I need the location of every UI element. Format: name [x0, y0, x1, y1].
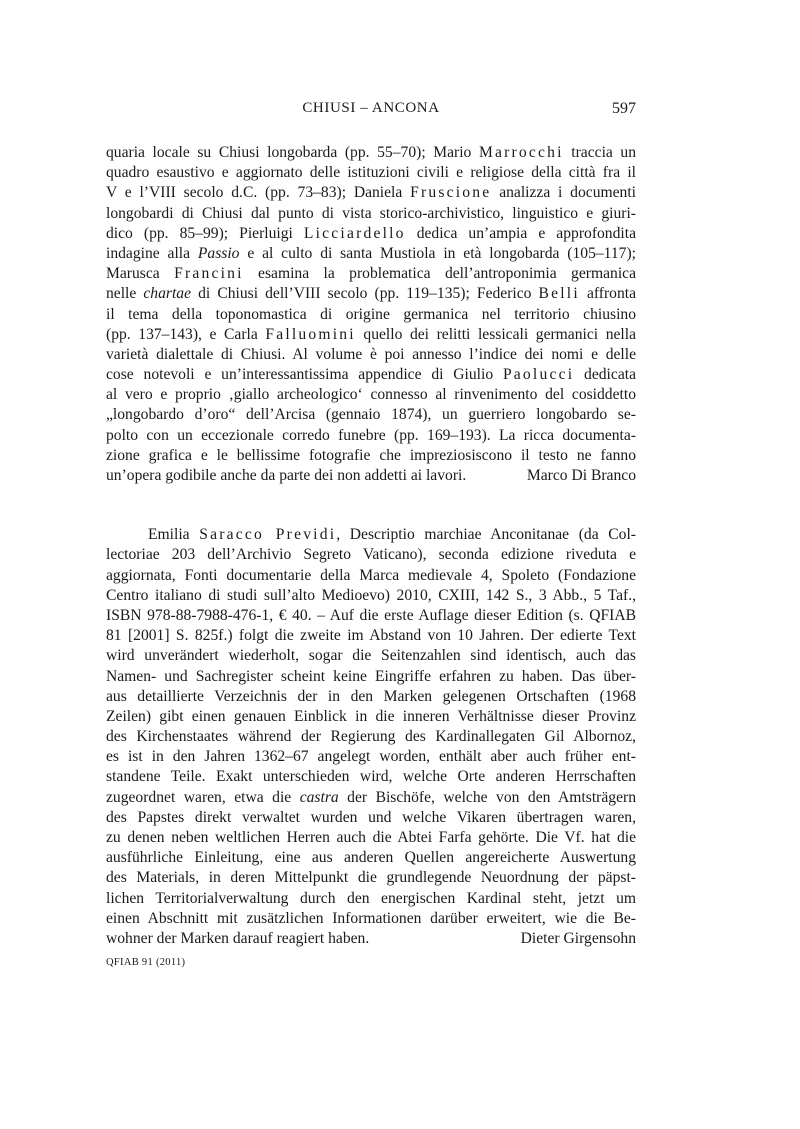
text-line: Centro italiano di studi sull’alto Medioevo) 2010, CXIII, 142 S., 3 Abb., 5 Taf.,	[106, 586, 636, 604]
page-number: 597	[612, 100, 636, 117]
text-run: un’opera godibile anche da parte dei non addetti ai lavori.	[106, 467, 467, 484]
text-line: einen Abschnitt mit zusätzlichen Informationen darüber erweitert, wie die Be-	[106, 909, 636, 927]
text-line	[106, 466, 636, 486]
text-run: der Bischöfe, welche von den Amtsträgern	[338, 788, 636, 806]
text-line: des Kirchenstaates während der Regierung des Kardinallegaten Gil Albornoz,	[106, 728, 636, 746]
text-line: es ist in den Jahren 1362–67 angelegt worden, enthält aber auch früher ent-	[106, 748, 636, 766]
text-run: esamina la problematica dell’antroponimia germanica	[243, 265, 636, 283]
author-name: Paolucci	[502, 366, 575, 384]
text-run: quaria locale su Chiusi longobarda (pp. 55–70); Mario	[106, 144, 479, 161]
text-line: polto con un eccezionale corredo funebre (pp. 169–193). La ricca documenta-	[106, 426, 636, 444]
text-line	[106, 264, 636, 284]
text-run: affronta	[579, 285, 637, 303]
text-run: wohner der Marken darauf reagiert haben.	[106, 929, 370, 947]
reviewer-signature: Dieter Girgensohn	[520, 929, 636, 947]
italic-term: chartae	[143, 285, 192, 303]
text-line: „longobardo d’oro“ dell’Arcisa (gennaio 1874), un guerriero longobardo se-	[106, 406, 636, 424]
text-run: Emilia	[148, 526, 200, 544]
text-line	[106, 224, 636, 244]
text-line: Zeilen) gibt einen genauen Einblick in die inneren Verhältnisse dieser Provinz	[106, 707, 636, 725]
text-line	[106, 365, 636, 385]
running-head	[106, 100, 636, 124]
text-line	[106, 788, 636, 808]
text-line: lectoriae 203 dell’Archivio Segreto Vaticano), seconda edizione riveduta e	[106, 546, 636, 564]
author-name: Marrocchi	[478, 144, 564, 161]
review-descriptio-marchiae	[106, 525, 636, 949]
text-run: zugeordnet waren, etwa die	[106, 788, 300, 806]
text-line: des Materials, in deren Mittelpunkt die grundlegende Neuordnung der päpst-	[106, 869, 636, 887]
author-name: Falluomini	[265, 325, 356, 343]
text-run: traccia un	[563, 144, 636, 161]
text-line: zione grafica e le bellissime fotografie che impreziosiscono il testo ne fanno	[106, 446, 636, 464]
author-name: Francini	[174, 265, 244, 283]
journal-footer: QFIAB 91 (2011)	[106, 957, 186, 968]
text-run: di Chiusi dell’VIII secolo (pp. 119–135); Federico	[191, 285, 539, 303]
text-run: dico (pp. 85–99); Pierluigi	[106, 224, 304, 242]
text-run: indagine alla	[106, 244, 198, 262]
text-line	[106, 143, 636, 163]
text-line: al vero e proprio ‚giallo archeologico‘ connesso al rinvenimento del cosiddetto	[106, 386, 636, 404]
review-chiusi-continuation	[106, 143, 636, 486]
text-line	[106, 325, 636, 345]
text-line: ausführliche Einleitung, eine aus anderen Quellen angereicherte Auswertung	[106, 849, 636, 867]
text-line: lichen Territorialverwaltung durch den energischen Kardinal steht, jetzt um	[106, 889, 636, 907]
text-line: zu denen neben weltlichen Herren auch die Abtei Farfa gehörte. Die Vf. hat die	[106, 829, 636, 846]
text-line: aggiornata, Fonti documentarie della Marca medievale 4, Spoleto (Fondazione	[106, 566, 636, 584]
paragraph-gap	[106, 486, 636, 525]
text-run: dedica un’ampia e approfondita	[405, 224, 636, 242]
text-line	[106, 244, 636, 264]
text-line: standene Teile. Exakt unterschieden wird, welche Orte anderen Herrschaften	[106, 768, 636, 786]
italic-term: castra	[299, 788, 339, 806]
text-line	[106, 183, 636, 203]
body-text	[106, 143, 636, 949]
text-run: cose notevoli e un’interessantissima appendice di Giulio	[106, 366, 503, 384]
text-line: ISBN 978-88-7988-476-1, € 40. – Auf die erste Auflage dieser Edition (s. QFIAB	[106, 606, 636, 624]
text-line: wird unverändert wiederholt, sogar die Seitenzahlen sind identisch, auch das	[106, 647, 636, 665]
text-run: dedicata	[574, 366, 636, 384]
text-line	[106, 929, 636, 949]
text-line: 81 [2001] S. 825f.) folgt die zweite im Abstand von 10 Jahren. Der edierte Text	[106, 627, 636, 645]
reviewer-signature: Marco Di Branco	[526, 467, 636, 484]
text-run: e al culto di santa Mustiola in età longobarda (105–117);	[239, 244, 636, 262]
author-name: Licciardello	[303, 224, 406, 242]
text-line	[106, 284, 636, 304]
text-line: Namen- und Sachregister scheint keine Eingriffe erfahren zu haben. Das über-	[106, 667, 636, 685]
author-name: Saracco Previdi	[199, 526, 337, 544]
text-run: nelle	[106, 285, 144, 303]
text-run: (pp. 137–143), e Carla	[106, 325, 266, 343]
running-title: CHIUSI – ANCONA	[302, 100, 440, 116]
author-name: Belli	[538, 285, 580, 303]
text-line: des Papstes direkt verwaltet wurden und welche Vikaren übertragen waren,	[106, 808, 636, 826]
text-run: Marusca	[106, 265, 175, 283]
text-run: quello dei relitti lessicali germanici nella	[355, 325, 636, 343]
text-line: aus detaillierte Verzeichnis der in den Marken gelegenen Ortschaften (1968	[106, 687, 636, 705]
text-run: analizza i documenti	[491, 184, 636, 202]
text-line	[106, 525, 636, 545]
author-name: Fruscione	[410, 184, 492, 202]
text-line: longobardi di Chiusi dal punto di vista storico-archivistico, linguistico e giuri-	[106, 204, 636, 222]
text-line: il tema della toponomastica di origine germanica nel territorio chiusino	[106, 305, 636, 323]
text-run: V e l’VIII secolo d.C. (pp. 73–83); Daniela	[106, 184, 411, 202]
text-line: quadro esaustivo e aggiornato delle istituzioni civili e religiose della città fra il	[106, 164, 636, 182]
text-run: , Descriptio marchiae Anconitanae (da Col-	[336, 526, 636, 544]
italic-term: Passio	[197, 244, 240, 262]
text-line: varietà dialettale di Chiusi. Al volume è poi annesso l’indice dei nomi e delle	[106, 345, 636, 363]
